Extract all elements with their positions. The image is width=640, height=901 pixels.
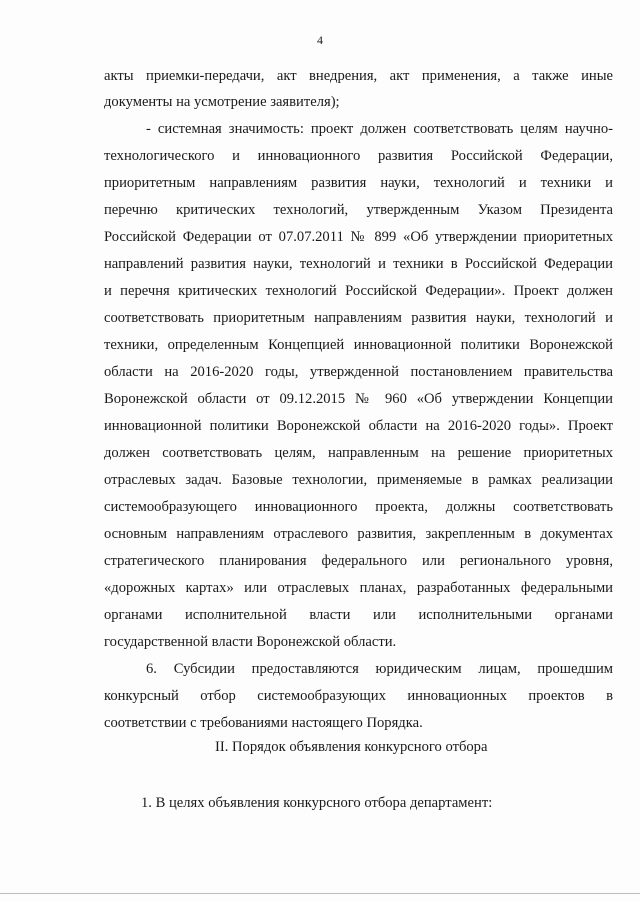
text-line: Воронежской области от 09.12.2015 № 960 «Об утверждении Концепции <box>104 391 613 407</box>
text-line: системообразующего инновационного проекта, должны соответствовать <box>104 499 613 515</box>
text-line: приоритетным направлениям развития науки, технологий и техники и <box>104 175 613 191</box>
text-line: перечню критических технологий, утвержденным Указом Президента <box>104 202 613 218</box>
text-line: должен соответствовать целям, направленным на решение приоритетных <box>104 445 613 461</box>
page-number: 4 <box>317 33 323 47</box>
text-line: конкурсный отбор системообразующих инновационных проектов в <box>104 688 613 704</box>
text-line: области на 2016-2020 годы, утвержденной постановлением правительства <box>104 364 613 380</box>
list-item-1: 1. В целях объявления конкурсного отбора департамент: <box>141 795 493 811</box>
text-line: документы на усмотрение заявителя); <box>104 94 340 110</box>
text-line: технологического и инновационного развития Российской Федерации, <box>104 148 613 164</box>
page-bottom-edge <box>0 893 640 894</box>
text-line: - системная значимость: проект должен соответствовать целям научно- <box>146 121 613 137</box>
text-line: соответствовать приоритетным направлениям развития науки, технологий и <box>104 310 613 326</box>
text-line: стратегического планирования федерального или регионального уровня, <box>104 553 613 569</box>
text-line: 6. Субсидии предоставляются юридическим лицам, прошедшим <box>146 661 613 677</box>
text-line: соответствии с требованиями настоящего Порядка. <box>104 715 423 731</box>
section-heading: II. Порядок объявления конкурсного отбора <box>215 739 488 755</box>
text-line: акты приемки-передачи, акт внедрения, акт применения, а также иные <box>104 68 613 84</box>
text-line: «дорожных картах» или отраслевых планах, разработанных федеральными <box>104 580 613 596</box>
text-line: направлений развития науки, технологий и техники в Российской Федерации <box>104 256 613 272</box>
text-line: органами исполнительной власти или исполнительными органами <box>104 607 613 623</box>
text-line: отраслевых задач. Базовые технологии, применяемые в рамках реализации <box>104 472 613 488</box>
text-line: техники, определенным Концепцией инновационной политики Воронежской <box>104 337 613 353</box>
text-line: основным направлениям отраслевого развития, закрепленным в документах <box>104 526 613 542</box>
text-line: государственной власти Воронежской области. <box>104 634 397 650</box>
text-line: Российской Федерации от 07.07.2011 № 899 «Об утверждении приоритетных <box>104 229 613 245</box>
text-line: и перечня критических технологий Российской Федерации». Проект должен <box>104 283 613 299</box>
text-line: инновационной политики Воронежской области на 2016-2020 годы». Проект <box>104 418 613 434</box>
